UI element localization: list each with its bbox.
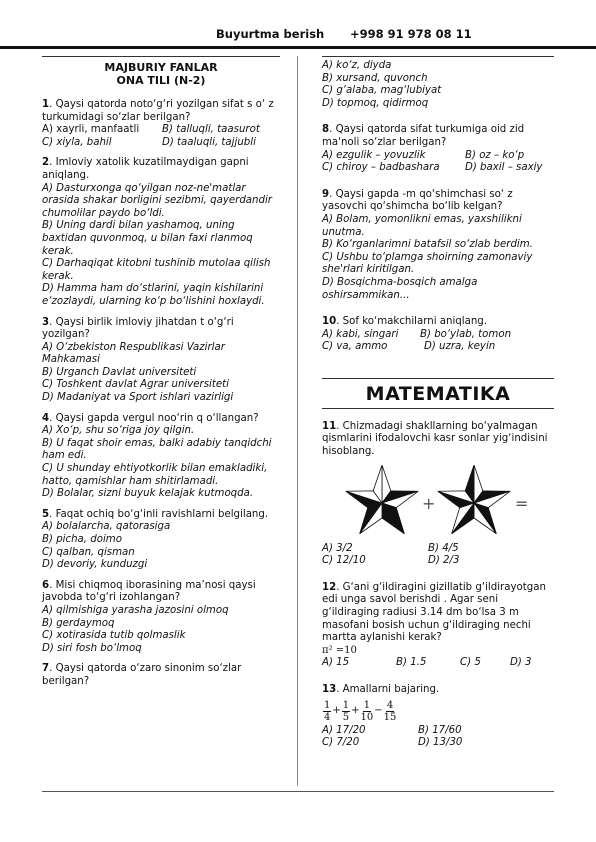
plus-sign: +: [422, 493, 436, 513]
option-a[interactable]: A) Bolam, yomonlikni emas, yaxshilikni unutma.: [322, 213, 522, 238]
question-text: . G‘ani g‘ildiragini gizillatib g‘ildirayotgan edi unga savol berishdi . Agar seni g‘ildiraging radiusi 3.14 dm bo‘lsa 3 m masofani bosish uchun g‘ildiraging nechi martta aylanishi kerak?: [322, 581, 546, 644]
option-d[interactable]: D) Bosqichma-bosqich amalga oshirsammikan...: [322, 276, 478, 301]
option-b[interactable]: B) gerdaymoq: [42, 617, 115, 629]
option-c[interactable]: C) 12/10: [322, 555, 366, 567]
question-text: . Sof ko‘makchilarni aniqlang.: [336, 316, 487, 328]
expression: [322, 700, 554, 723]
question-text: . Imloviy xatolik kuzatilmaydigan gapni aniqlang.: [42, 157, 249, 181]
option-d[interactable]: D) devoriy, kunduzgi: [42, 559, 148, 571]
question-text: . Faqat ochiq bo‘g‘inli ravishlarni belgilang.: [49, 508, 269, 520]
option-a[interactable]: A) 15: [322, 657, 350, 669]
fraction-4: $\frac{4}{15}$: [383, 699, 397, 723]
question-2: [42, 157, 280, 308]
equals-sign: =: [515, 493, 529, 513]
option-c[interactable]: C) 7/20: [322, 737, 360, 749]
header-rule: [0, 46, 596, 49]
question-3: [42, 317, 280, 405]
question-7: [42, 663, 280, 688]
section-subtitle: ONA TILI (N-2): [116, 74, 206, 87]
question-number: 12: [322, 581, 337, 593]
question-7-continued: [322, 56, 554, 110]
star-figure-1: [346, 465, 418, 534]
option-c[interactable]: C) xotirasida tutib qolmaslik: [42, 630, 186, 642]
phone-number: +998 91 978 08 11: [350, 27, 472, 41]
order-label: Buyurtma berish: [216, 27, 325, 41]
option-d[interactable]: D) uzra, keyin: [424, 341, 496, 353]
option-a[interactable]: A) O‘zbekiston Respublikasi Vazirlar Mahkamasi: [42, 341, 225, 366]
question-number: 1: [42, 99, 50, 110]
operator-minus: −: [374, 704, 383, 716]
option-b[interactable]: B) Uning dardi bilan yashamoq, uning baxtidan quvonmoq, u bilan faxi rlanmoq kerak.: [42, 220, 253, 257]
fraction-1: $\frac{1}{4}$: [324, 699, 331, 723]
fraction-2: $\frac{1}{5}$: [342, 699, 350, 723]
option-a[interactable]: A) kabi, singari: [322, 328, 399, 340]
option-b[interactable]: B) 1.5: [396, 657, 427, 669]
option-c[interactable]: C) Toshkent davlat Agrar universiteti: [42, 379, 229, 391]
option-d[interactable]: D) baxil – saxiy: [465, 162, 543, 174]
question-10: [322, 316, 554, 354]
question-number: 13: [322, 684, 337, 695]
question-6: [42, 580, 280, 656]
option-d[interactable]: D) Hamma ham do‘stlarini, yaqin kishilarini e‘zozlaydi, ularning ko‘p bo‘lishini hoxlaydi.: [42, 283, 265, 307]
option-c[interactable]: C) Darhaqiqat kitobni tushinib mutolaa qilish kerak.: [42, 258, 271, 282]
option-d[interactable]: D) 2/3: [428, 555, 460, 567]
option-b[interactable]: B) talluqli, taasurot: [162, 124, 260, 136]
option-a[interactable]: A) ezgulik – yovuzlik: [322, 149, 426, 161]
question-text: . Chizmadagi shakllarning bo‘yalmagan qismlarini ifodalovchi kasr sonlar yig‘indisini hisoblang.: [322, 420, 548, 458]
question-text: . Qaysi birlik imloviy jihatdan t o‘g‘ri yozilgan?: [42, 316, 234, 341]
right-column: [322, 56, 554, 750]
question-text: . Amallarni bajaring.: [336, 684, 440, 695]
section-header: [42, 56, 280, 87]
fraction-3: $\frac{1}{10}$: [360, 699, 374, 723]
option-c[interactable]: C) xiyla, bahil: [42, 136, 112, 148]
question-text: . Misi chiqmoq iborasining ma’nosi qaysi javobda to‘g‘ri izohlangan?: [42, 579, 256, 604]
section-title-math: MATEMATIKA: [322, 378, 554, 409]
question-number: 4: [42, 412, 50, 424]
question-4: [42, 413, 280, 501]
page-header: [0, 0, 596, 50]
question-number: 9: [322, 188, 330, 200]
question-12: [322, 582, 554, 670]
option-a[interactable]: A) 17/20: [322, 724, 366, 736]
option-c[interactable]: C) chiroy – badbashara: [322, 162, 440, 174]
question-8: [322, 124, 554, 174]
option-d[interactable]: D) topmoq, qidirmoq: [322, 97, 429, 109]
option-d[interactable]: D) Bolalar, sizni buyuk kelajak kutmoqda.: [42, 488, 254, 500]
option-c[interactable]: C) qalban, qisman: [42, 546, 135, 558]
option-a[interactable]: A) 3/2: [322, 542, 353, 554]
option-b[interactable]: B) bo‘ylab, tomon: [420, 328, 512, 340]
question-text: . Qaysi gapda vergul noo‘rin q o‘llangan?: [49, 412, 259, 424]
star-figure-2: [438, 465, 510, 534]
question-number: 2: [42, 157, 50, 169]
option-b[interactable]: B) 4/5: [428, 542, 459, 554]
question-text: . Qaysi qatorda sifat turkumiga oid zid ma'noli so‘zlar berilgan?: [322, 124, 525, 148]
question-1: [42, 99, 280, 149]
section-title: MAJBURIY FANLAR: [104, 61, 218, 74]
option-c[interactable]: C) g‘alaba, mag‘lubiyat: [322, 85, 442, 97]
option-d[interactable]: D) taaluqli, tajjubli: [162, 136, 256, 148]
option-c[interactable]: C) Ushbu to‘plamga shoirning zamonaviy she'rlari kiritilgan.: [322, 251, 533, 276]
question-13: [322, 684, 554, 750]
option-c[interactable]: C) U shunday ehtiyotkorlik bilan emakladiki, hatto, qamishlar ham shitirlamadi.: [42, 463, 268, 487]
question-text: . Qaysi qatorda noto‘g‘ri yozilgan sifat s o‘ z turkumidagi so‘zlar berilgan?: [42, 99, 274, 123]
option-b[interactable]: B) Urganch Davlat universiteti: [42, 366, 197, 378]
question-number: 7: [42, 663, 50, 675]
option-b[interactable]: B) 17/60: [418, 724, 462, 736]
question-number: 10: [322, 316, 337, 328]
question-5: [42, 509, 280, 572]
option-d[interactable]: D) siri fosh bo‘lmoq: [42, 642, 142, 654]
question-11: [322, 421, 554, 568]
question-text: . Qaysi qatorda o‘zaro sinonim so‘zlar berilgan?: [42, 663, 242, 687]
option-a[interactable]: A) bolalarcha, qatorasiga: [42, 521, 171, 533]
star-figures-svg: [322, 465, 554, 543]
bottom-rule: [42, 791, 554, 792]
option-a[interactable]: A) Dasturxonga qo‘yilgan noz-ne'matlar orasida shakar borligini sezibmi, qayerdandir chumolilar paydo bo‘ldi.: [42, 182, 272, 219]
option-d[interactable]: D) Madaniyat va Sport ishlari vazirligi: [42, 392, 234, 404]
left-column: [42, 56, 280, 689]
option-c[interactable]: C) va, ammo: [322, 341, 388, 353]
question-text: . Qaysi gapda -m qo‘shimchasi so‘ z yasovchi qo‘shimcha bo‘lib kelgan?: [322, 188, 513, 213]
option-b[interactable]: B) oz – ko‘p: [465, 149, 525, 161]
question-number: 11: [322, 420, 337, 432]
question-9: [322, 189, 554, 302]
operator-plus: +: [332, 704, 341, 716]
option-c[interactable]: C) 5: [460, 657, 481, 669]
given-formula: π² =10: [322, 644, 357, 656]
option-d[interactable]: D) 3: [510, 657, 532, 669]
column-divider: [297, 56, 298, 786]
question-number: 3: [42, 316, 50, 328]
question-number: 6: [42, 579, 50, 591]
option-a[interactable]: A) xayrli, manfaatli: [42, 124, 140, 136]
option-a[interactable]: A) Xo‘p, shu so‘riga joy qilgin.: [42, 425, 195, 437]
star-figures: [322, 465, 554, 543]
option-a[interactable]: A) ko‘z, diyda: [322, 60, 392, 71]
question-number: 5: [42, 508, 50, 520]
option-b[interactable]: B) U faqat shoir emas, balki adabiy tanqidchi ham edi.: [42, 437, 272, 462]
option-b[interactable]: B) Ko‘rganlarimni batafsil so‘zlab berdim.: [322, 239, 533, 251]
question-number: 8: [322, 124, 330, 136]
operator-plus: +: [351, 704, 360, 716]
option-b[interactable]: B) xursand, quvonch: [322, 72, 428, 84]
option-a[interactable]: A) qilmishiga yarasha jazosini olmoq: [42, 604, 229, 616]
option-b[interactable]: B) picha, doimo: [42, 534, 122, 545]
option-d[interactable]: D) 13/30: [418, 737, 463, 749]
